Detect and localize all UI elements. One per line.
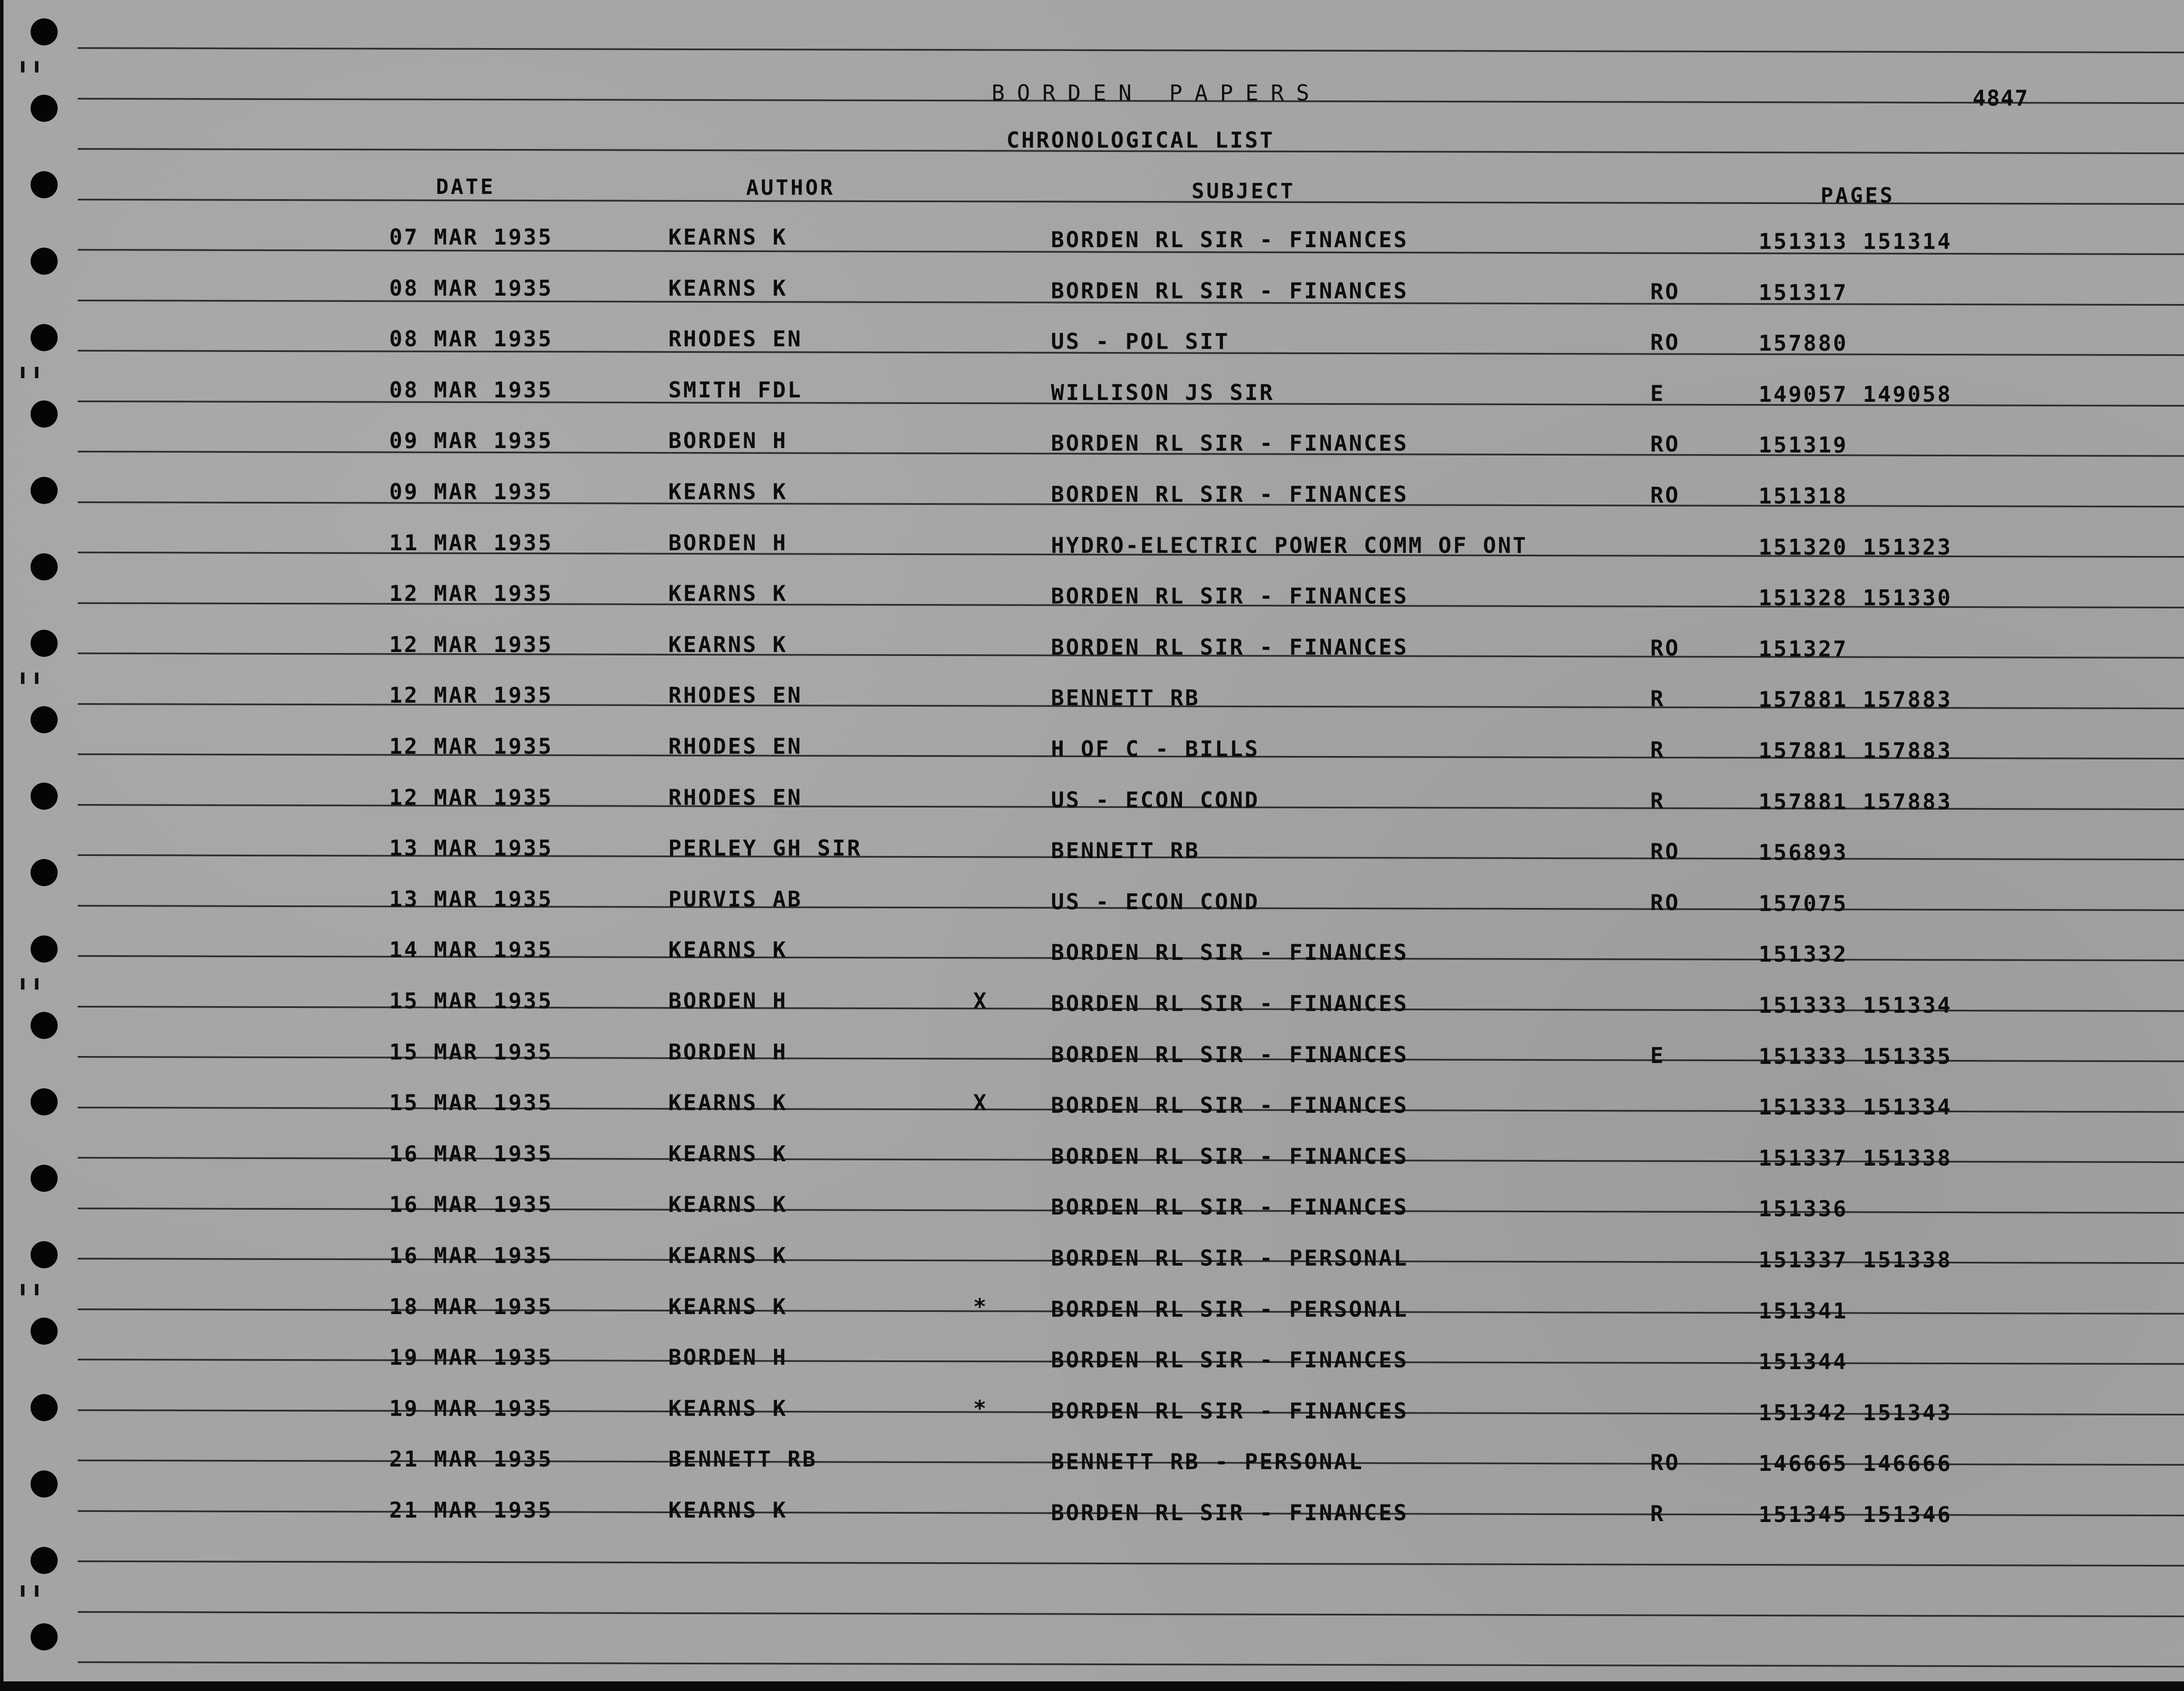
ruled-line (78, 1560, 2184, 1567)
perforation-mark (35, 1585, 38, 1597)
entry-date: 08 MAR 1935 (389, 377, 553, 403)
entry-date: 12 MAR 1935 (389, 683, 553, 708)
list-row (3, 379, 2184, 405)
entry-subject: BORDEN RL SIR - FINANCES (1051, 1093, 1409, 1118)
entry-code: R (1650, 686, 1666, 712)
entry-pages: 157881 157883 (1759, 738, 1952, 763)
entry-author: SMITH FDL (668, 377, 802, 403)
entry-pages: 151319 (1759, 432, 1848, 458)
document-subtitle: CHRONOLOGICAL LIST (1006, 128, 1275, 153)
ruled-line (78, 1611, 2184, 1617)
entry-code: RO (1650, 483, 1680, 508)
perforation-mark (21, 367, 24, 378)
entry-subject: BORDEN RL SIR - FINANCES (1051, 1194, 1409, 1220)
list-row (3, 1092, 2184, 1118)
entry-subject: BORDEN RL SIR - PERSONAL (1051, 1246, 1409, 1271)
entry-author: BENNETT RB (668, 1446, 818, 1472)
perforation-mark (21, 1284, 24, 1295)
entry-code: R (1650, 1501, 1666, 1526)
entry-author: BORDEN H (668, 1039, 788, 1065)
entry-date: 16 MAR 1935 (389, 1243, 553, 1268)
entry-date: 16 MAR 1935 (389, 1192, 553, 1218)
feed-hole (31, 18, 58, 45)
perforation-mark (21, 1585, 24, 1597)
entry-code: RO (1650, 431, 1680, 457)
entry-code: RO (1650, 279, 1680, 304)
entry-author: KEARNS K (668, 224, 788, 250)
list-row (3, 784, 2184, 814)
column-header-author: AUTHOR (746, 176, 835, 200)
page-number: 4847 (1973, 86, 2029, 111)
entry-subject: US - ECON COND (1051, 787, 1260, 813)
perforation-mark (35, 367, 38, 378)
entry-author: PURVIS AB (668, 886, 802, 912)
entry-subject: US - ECON COND (1051, 889, 1260, 915)
entry-pages: 151345 151346 (1759, 1502, 1952, 1527)
entry-author: RHODES EN (668, 326, 802, 352)
entry-subject: BORDEN RL SIR - FINANCES (1051, 431, 1409, 456)
entry-code: RO (1650, 1450, 1680, 1476)
list-row (3, 1296, 2184, 1322)
list-row (3, 990, 2184, 1016)
entry-pages: 156893 (1759, 840, 1848, 866)
entry-pages: 151341 (1759, 1298, 1848, 1324)
entry-code: E (1650, 380, 1666, 406)
entry-pages: 157881 157883 (1759, 687, 1952, 713)
entry-subject: BORDEN RL SIR - FINANCES (1051, 991, 1409, 1016)
entry-author: KEARNS K (668, 1294, 788, 1319)
entry-pages: 157075 (1759, 890, 1848, 916)
list-row (3, 430, 2184, 456)
entry-code: R (1650, 788, 1666, 814)
entry-date: 09 MAR 1935 (389, 479, 553, 504)
feed-hole (31, 171, 58, 198)
entry-code: RO (1650, 635, 1680, 661)
entry-pages: 151333 151335 (1759, 1043, 1952, 1069)
entry-mark: * (973, 1395, 988, 1421)
entry-date: 12 MAR 1935 (389, 581, 553, 607)
entry-date: 07 MAR 1935 (389, 224, 553, 250)
entry-pages: 157881 157883 (1759, 789, 1952, 814)
entry-author: PERLEY GH SIR (668, 835, 862, 861)
list-row (3, 583, 2184, 609)
list-row (3, 835, 2184, 866)
perforation-mark (35, 978, 38, 990)
ruled-line (78, 47, 2184, 53)
entry-author: KEARNS K (668, 1090, 788, 1116)
entry-date: 13 MAR 1935 (389, 835, 553, 861)
entry-date: 19 MAR 1935 (389, 1395, 553, 1421)
perforation-mark (21, 978, 24, 990)
list-row (3, 1346, 2184, 1373)
entry-subject: BENNETT RB (1051, 685, 1200, 711)
entry-subject: BORDEN RL SIR - FINANCES (1051, 1042, 1409, 1067)
entry-author: KEARNS K (668, 1498, 788, 1523)
entry-date: 18 MAR 1935 (389, 1294, 553, 1319)
entry-author: KEARNS K (668, 937, 788, 963)
entry-date: 15 MAR 1935 (389, 988, 553, 1014)
entry-date: 11 MAR 1935 (389, 530, 553, 556)
list-row (3, 1041, 2184, 1067)
entry-pages: 151333 151334 (1759, 1094, 1952, 1120)
entry-author: KEARNS K (668, 1141, 788, 1166)
entry-date: 12 MAR 1935 (389, 632, 553, 657)
list-row (3, 1499, 2184, 1525)
entry-author: KEARNS K (668, 581, 788, 607)
list-row (3, 1395, 2184, 1425)
list-row (3, 532, 2184, 558)
entry-author: KEARNS K (668, 275, 788, 301)
entry-subject: BORDEN RL SIR - FINANCES (1051, 1143, 1409, 1169)
list-row (3, 226, 2184, 252)
list-row (3, 735, 2184, 762)
entry-subject: WILLISON JS SIR (1051, 380, 1275, 405)
perforation-mark (35, 673, 38, 684)
ruled-line (78, 1661, 2184, 1667)
entry-mark: X (973, 988, 988, 1014)
entry-subject: BORDEN RL SIR - FINANCES (1051, 278, 1409, 304)
entry-date: 14 MAR 1935 (389, 937, 553, 963)
entry-subject: BORDEN RL SIR - FINANCES (1051, 227, 1409, 252)
entry-pages: 151332 (1759, 942, 1848, 967)
entry-author: BORDEN H (668, 1345, 788, 1370)
list-row (3, 684, 2184, 711)
entry-pages: 151318 (1759, 483, 1848, 509)
perforation-mark (21, 673, 24, 684)
entry-code: RO (1650, 330, 1680, 355)
entry-author: KEARNS K (668, 1395, 788, 1421)
list-row (3, 277, 2184, 304)
entry-mark: * (973, 1294, 988, 1319)
feed-hole (31, 1623, 58, 1650)
list-row (3, 888, 2184, 915)
entry-code: RO (1650, 890, 1680, 915)
entry-pages: 151327 (1759, 636, 1848, 662)
entry-pages: 157880 (1759, 331, 1848, 356)
entry-subject: BORDEN RL SIR - FINANCES (1051, 583, 1409, 609)
entry-date: 09 MAR 1935 (389, 428, 553, 454)
entry-author: KEARNS K (668, 1192, 788, 1218)
entry-author: KEARNS K (668, 632, 788, 657)
entry-pages: 151320 151323 (1759, 534, 1952, 560)
entry-author: BORDEN H (668, 428, 788, 454)
entry-pages: 151337 151338 (1759, 1247, 1952, 1273)
entry-subject: BENNETT RB - PERSONAL (1051, 1449, 1364, 1475)
column-header-date: DATE (436, 175, 495, 199)
list-row (3, 1245, 2184, 1271)
entry-pages: 151333 151334 (1759, 993, 1952, 1018)
perforation-mark (21, 61, 24, 72)
entry-author: BORDEN H (668, 530, 788, 556)
perforation-mark (35, 1284, 38, 1295)
perforation-mark (35, 61, 38, 72)
document-title: BORDEN PAPERS (992, 80, 1322, 106)
list-row (3, 328, 2184, 354)
entry-subject: BORDEN RL SIR - FINANCES (1051, 482, 1409, 507)
entry-pages: 146665 146666 (1759, 1451, 1952, 1477)
entry-author: KEARNS K (668, 479, 788, 504)
entry-code: RO (1650, 839, 1680, 865)
entry-date: 21 MAR 1935 (389, 1446, 553, 1472)
entry-author: RHODES EN (668, 683, 802, 708)
list-row (3, 939, 2184, 965)
list-row (3, 1143, 2184, 1169)
entry-pages: 151313 151314 (1759, 229, 1952, 254)
list-row (3, 634, 2184, 660)
column-header-subject: SUBJECT (1192, 179, 1296, 204)
entry-date: 21 MAR 1935 (389, 1498, 553, 1523)
feed-hole (31, 95, 58, 122)
entry-pages: 151337 151338 (1759, 1145, 1952, 1171)
entry-date: 12 MAR 1935 (389, 784, 553, 810)
entry-author: RHODES EN (668, 734, 802, 759)
entry-mark: X (973, 1090, 988, 1116)
list-row (3, 481, 2184, 507)
entry-subject: BENNETT RB (1051, 838, 1200, 864)
entry-author: RHODES EN (668, 784, 802, 810)
paper (3, 0, 2184, 1681)
entry-pages: 151328 151330 (1759, 585, 1952, 611)
entry-subject: HYDRO-ELECTRIC POWER COMM OF ONT (1051, 532, 1528, 558)
entry-subject: US - POL SIT (1051, 329, 1230, 355)
entry-pages: 149057 149058 (1759, 381, 1952, 407)
entry-pages: 151317 (1759, 280, 1848, 305)
entry-subject: BORDEN RL SIR - PERSONAL (1051, 1296, 1409, 1322)
feed-hole (31, 1547, 58, 1574)
entry-subject: H OF C - BILLS (1051, 736, 1260, 762)
entry-code: R (1650, 737, 1666, 763)
entry-date: 19 MAR 1935 (389, 1345, 553, 1370)
entry-code: E (1650, 1042, 1666, 1068)
entry-subject: BORDEN RL SIR - FINANCES (1051, 1500, 1409, 1525)
entry-date: 12 MAR 1935 (389, 734, 553, 759)
entry-date: 16 MAR 1935 (389, 1141, 553, 1166)
entry-pages: 151342 151343 (1759, 1400, 1952, 1425)
entry-date: 15 MAR 1935 (389, 1090, 553, 1116)
entry-date: 08 MAR 1935 (389, 326, 553, 352)
entry-pages: 151344 (1759, 1349, 1848, 1375)
column-header-pages: PAGES (1821, 183, 1895, 208)
entry-author: KEARNS K (668, 1243, 788, 1268)
entry-pages: 151336 (1759, 1196, 1848, 1222)
entry-author: BORDEN H (668, 988, 788, 1014)
entry-subject: BORDEN RL SIR - FINANCES (1051, 634, 1409, 660)
list-row (3, 1194, 2184, 1220)
entry-subject: BORDEN RL SIR - FINANCES (1051, 1347, 1409, 1373)
entry-date: 15 MAR 1935 (389, 1039, 553, 1065)
entry-date: 08 MAR 1935 (389, 275, 553, 301)
entry-subject: BORDEN RL SIR - FINANCES (1051, 940, 1409, 966)
entry-date: 13 MAR 1935 (389, 886, 553, 912)
entry-subject: BORDEN RL SIR - FINANCES (1051, 1398, 1409, 1424)
list-row (3, 1446, 2184, 1477)
